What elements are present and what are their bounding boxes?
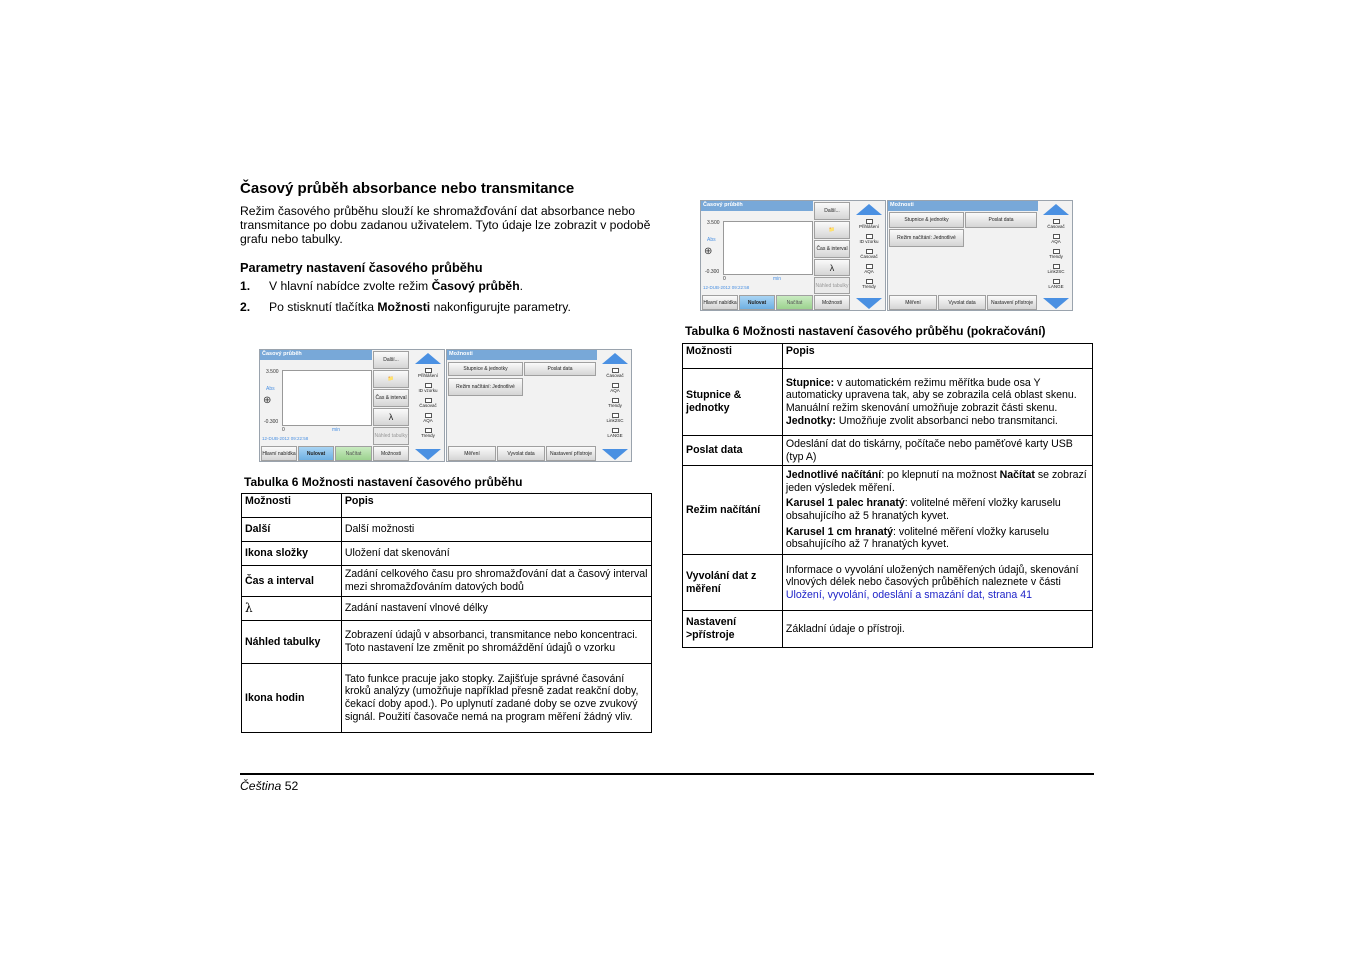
- sidebar-item-label: AQA: [423, 418, 433, 423]
- table-preview-button[interactable]: Náhled tabulky: [373, 427, 409, 445]
- option-name: Náhled tabulky: [242, 621, 342, 664]
- read-button[interactable]: Načítat: [335, 446, 372, 461]
- sidebar-item-label: Přihlášení: [417, 373, 438, 378]
- table-2-caption: Tabulka 6 Možnosti nastavení časového průběhu (pokračování): [685, 324, 1046, 338]
- sidebar-item-label: Přihlášení: [858, 224, 879, 229]
- description-text: Manuální režim skenování umožňuje zobrazit části skenu.: [785, 402, 1058, 414]
- option-name: Nastavení >přístroje: [683, 611, 783, 648]
- sidebar-item-label: Časovač: [419, 403, 437, 408]
- option-description: [782, 555, 1092, 611]
- table-header-row: [242, 494, 652, 518]
- sidebar-item-link2sc[interactable]: [1038, 264, 1073, 274]
- description-text: Umožňuje zvolit absorbanci nebo transmitanci.: [835, 414, 1058, 427]
- option-description: Zadání celkového času pro shromažďování dat a časový interval mezi shromažďováním datových bodů: [341, 566, 651, 597]
- sidebar-item-label: Link2SC: [1047, 269, 1065, 274]
- y-unit-label: Abs: [266, 386, 275, 392]
- sidebar-item-sample-id[interactable]: [851, 234, 886, 244]
- main-menu-button[interactable]: Hlavní nabídka: [261, 446, 297, 461]
- zoom-icon[interactable]: ⊕: [704, 246, 713, 257]
- column-header: Popis: [782, 344, 1092, 369]
- sidebar-item-lange[interactable]: [1038, 279, 1073, 289]
- sidebar-item-login[interactable]: [851, 219, 886, 229]
- term-bold: Jednotlivé načítání: [785, 469, 882, 482]
- sidebar-item-timer[interactable]: [851, 249, 886, 259]
- sidebar-item-login[interactable]: [410, 368, 445, 378]
- sidebar-item-label: Trendy: [608, 403, 622, 408]
- sidebar-item-aqa[interactable]: [1038, 234, 1073, 244]
- main-menu-button[interactable]: Hlavní nabídka: [702, 295, 738, 310]
- scroll-up-icon[interactable]: [856, 204, 882, 215]
- table-preview-button[interactable]: Náhled tabulky: [814, 277, 850, 294]
- instrument-setup-button[interactable]: Nastavení přístroje: [987, 295, 1037, 310]
- step-bold: Časový průběh: [431, 279, 520, 293]
- option-name: Další: [242, 518, 342, 542]
- sidebar-item-label: ID vzorku: [859, 239, 879, 244]
- screen-options-2: [887, 200, 1073, 311]
- x-min-label: 0: [723, 276, 726, 282]
- term-bold: Jednotky:: [785, 414, 836, 427]
- sidebar-item-label: LANGE: [607, 433, 623, 438]
- option-name: Poslat data: [683, 436, 783, 466]
- y-unit-label: Abs: [707, 237, 716, 243]
- zero-button[interactable]: Nulovat: [739, 295, 775, 310]
- cross-reference-link[interactable]: Uložení, vyvolání, odeslání a smazání dat, strana 41: [785, 588, 1032, 601]
- table-header-row: [683, 344, 1093, 369]
- sidebar-item-sample-id[interactable]: [410, 383, 445, 393]
- sidebar-item-timer[interactable]: [597, 368, 632, 378]
- scale-units-button[interactable]: Stupnice & jednotky: [448, 362, 523, 376]
- sidebar-item-label: AQA: [864, 269, 874, 274]
- section-title: Časový průběh absorbance nebo transmitance: [240, 180, 575, 197]
- description-text: se zobrazí jeden výsledek měření.: [785, 469, 1087, 494]
- intro-paragraph: Režim časového průběhu slouží ke shromažďování dat absorbance nebo transmitance po dobu zadanou uživatelem. Tyto údaje lze zobrazit v podobě grafu nebo tabulky.: [240, 204, 651, 246]
- option-description: Další možnosti: [341, 518, 651, 542]
- sidebar-item-trends[interactable]: [410, 428, 445, 438]
- table-row: [242, 518, 652, 542]
- term-bold: Načítat: [999, 469, 1035, 482]
- option-name: λ: [242, 597, 342, 621]
- option-description: Tato funkce pracuje jako stopky. Zajišťuje správné časování kroků analýzy (umožňuje například přesně zadat reakční doby, čekací doby apod.). Po uplynutí zadané doby se ozve zvukový signál. Použití časovače nemá na program měření žádný vliv.: [341, 664, 651, 733]
- option-description: Zobrazení údajů v absorbanci, transmitance nebo koncentraci. Toto nastavení lze změnit po shromáždění údajů o vzorku: [341, 621, 651, 664]
- scroll-down-icon[interactable]: [856, 298, 882, 309]
- time-interval-button[interactable]: Čas & interval: [373, 389, 409, 407]
- lambda-button[interactable]: λ: [373, 408, 409, 426]
- screen-options: [446, 349, 632, 462]
- step-bold: Možnosti: [377, 300, 431, 314]
- sidebar-item-label: Časovač: [860, 254, 878, 259]
- step-text: nakonfigurujte parametry.: [430, 300, 571, 314]
- step-text: V hlavní nabídce zvolte režim: [269, 279, 432, 293]
- time-interval-button[interactable]: Čas & interval: [814, 240, 850, 258]
- sidebar-item-aqa[interactable]: [597, 383, 632, 393]
- option-name: Ikona složky: [242, 542, 342, 566]
- page-number: 52: [284, 779, 299, 793]
- sidebar-item-aqa[interactable]: [851, 264, 886, 274]
- table-row: [683, 611, 1093, 648]
- description-text: : po klepnutí na možnost: [881, 469, 1000, 482]
- read-mode-button[interactable]: Režim načítání: Jednotlivé: [889, 229, 964, 247]
- description-paragraph: [786, 497, 1089, 522]
- subsection-title: Parametry nastavení časového průběhu: [240, 260, 483, 275]
- sidebar-item-timer[interactable]: [410, 398, 445, 408]
- sidebar-item-trends[interactable]: [851, 279, 886, 289]
- screen-title-bar: Možnosti: [888, 201, 1038, 211]
- folder-icon[interactable]: 📁: [373, 370, 409, 388]
- table-row: [242, 664, 652, 733]
- table-row: [242, 621, 652, 664]
- x-unit-label: min: [773, 276, 782, 282]
- sidebar-item-lange[interactable]: [597, 428, 632, 438]
- y-min-label: -0.300: [705, 269, 720, 275]
- table-1-caption: Tabulka 6 Možnosti nastavení časového průběhu: [244, 475, 523, 489]
- measure-button[interactable]: Měření: [889, 295, 937, 310]
- more-button[interactable]: Další...: [814, 202, 850, 220]
- page-footer: [240, 779, 298, 793]
- folder-icon[interactable]: 📁: [814, 221, 850, 239]
- sidebar-item-link2sc[interactable]: [597, 413, 632, 423]
- option-description: Zadání nastavení vlnové délky: [341, 597, 651, 621]
- sidebar-item-trends[interactable]: [597, 398, 632, 408]
- description-text: Informace o vyvolání uložených naměřených údajů, skenování vlnových délek nebo časových průběhích naleznete v části: [785, 563, 1079, 589]
- step-text: .: [519, 279, 524, 293]
- step-2: [240, 300, 571, 314]
- plot-area: [282, 370, 372, 426]
- x-min-label: 0: [282, 427, 285, 433]
- option-description: [782, 466, 1092, 555]
- read-mode-button[interactable]: Režim načítání: Jednotlivé: [448, 378, 523, 396]
- sidebar-item-label: Trendy: [421, 433, 435, 438]
- description-paragraph: [786, 526, 1089, 551]
- option-description: Základní údaje o přístroji.: [782, 611, 1092, 648]
- timestamp: 12-DUB-2012 09:22:58: [703, 285, 750, 290]
- sidebar-item-label: Link2SC: [606, 418, 624, 423]
- lambda-button[interactable]: λ: [814, 259, 850, 276]
- step-1: [240, 279, 523, 293]
- scroll-down-icon[interactable]: [602, 449, 628, 460]
- table-row: [683, 436, 1093, 466]
- option-name: Vyvolání dat z měření: [683, 555, 783, 611]
- sidebar-item-trends[interactable]: [1038, 249, 1073, 259]
- sidebar-item-label: Časovač: [606, 373, 624, 378]
- sidebar-item-aqa[interactable]: [410, 413, 445, 423]
- footer-language: Čeština: [240, 779, 282, 793]
- scroll-up-icon[interactable]: [602, 353, 628, 364]
- y-min-label: -0.300: [264, 419, 279, 425]
- sidebar-item-label: Trendy: [862, 284, 876, 289]
- measure-button[interactable]: Měření: [448, 446, 496, 461]
- sidebar-item-label: Časovač: [1047, 224, 1065, 229]
- column-header: Možnosti: [683, 344, 783, 369]
- instrument-setup-button[interactable]: Nastavení přístroje: [546, 446, 596, 461]
- zoom-icon[interactable]: ⊕: [263, 395, 272, 406]
- options-button[interactable]: Možnosti: [373, 446, 409, 461]
- step-number: 2.: [240, 300, 251, 314]
- description-paragraph: [786, 469, 1089, 494]
- footer-divider: [240, 773, 1094, 775]
- sidebar-item-label: AQA: [1051, 239, 1061, 244]
- options-button[interactable]: Možnosti: [814, 295, 850, 310]
- table-row: [683, 555, 1093, 611]
- send-data-button[interactable]: Poslat data: [965, 212, 1037, 228]
- x-unit-label: min: [332, 427, 341, 433]
- option-name: Režim načítání: [683, 466, 783, 555]
- step-number: 1.: [240, 279, 251, 293]
- option-description: [782, 369, 1092, 436]
- send-data-button[interactable]: Poslat data: [524, 362, 596, 376]
- step-text: Po stisknutí tlačítka: [269, 300, 378, 314]
- option-name: Ikona hodin: [242, 664, 342, 733]
- y-max-label: 3.500: [707, 220, 720, 226]
- sidebar-item-timer[interactable]: [1038, 219, 1073, 229]
- screen-title-bar: Časový průběh: [260, 350, 372, 360]
- option-name: Čas a interval: [242, 566, 342, 597]
- y-max-label: 3.500: [266, 369, 279, 375]
- screen-title-bar: Možnosti: [447, 350, 597, 360]
- description-text: : volitelné měření vložky karuselu obsahujícího až 7 hranatých kyvet.: [785, 525, 1050, 551]
- plot-area: [723, 221, 813, 275]
- recall-data-button[interactable]: Vyvolat data: [497, 446, 545, 461]
- sidebar-item-label: Trendy: [1049, 254, 1063, 259]
- term-bold: Karusel 1 cm hranatý: [785, 525, 894, 538]
- sidebar-item-label: ID vzorku: [418, 388, 438, 393]
- scroll-up-icon[interactable]: [415, 353, 441, 364]
- table-row: [683, 369, 1093, 436]
- scroll-down-icon[interactable]: [1043, 298, 1069, 309]
- sidebar-item-label: AQA: [610, 388, 620, 393]
- recall-data-button[interactable]: Vyvolat data: [938, 295, 986, 310]
- option-description: Uložení dat skenování: [341, 542, 651, 566]
- table-1: [241, 493, 652, 733]
- table-row: [242, 566, 652, 597]
- sidebar-item-label: LANGE: [1048, 284, 1064, 289]
- option-name: Stupnice & jednotky: [683, 369, 783, 436]
- screen-title-bar: Časový průběh: [701, 201, 813, 211]
- table-2: [682, 343, 1093, 648]
- more-button[interactable]: Další...: [373, 351, 409, 369]
- term-bold: Stupnice:: [785, 376, 835, 389]
- table-row: [242, 597, 652, 621]
- scale-units-button[interactable]: Stupnice & jednotky: [889, 212, 964, 228]
- screen-time-course: [259, 349, 445, 462]
- option-description: Odeslání dat do tiskárny, počítače nebo paměťové karty USB (typ A): [782, 436, 1092, 466]
- column-header: Popis: [341, 494, 651, 518]
- table-row: [242, 542, 652, 566]
- term-bold: Karusel 1 palec hranatý: [785, 497, 905, 510]
- description-text: v automatickém režimu měřítka bude osa Y automaticky upravena tak, aby se zobrazila celá oblast skenu.: [785, 376, 1077, 402]
- zero-button[interactable]: Nulovat: [298, 446, 334, 461]
- timestamp: 12-DUB-2012 09:22:58: [262, 436, 309, 441]
- scroll-up-icon[interactable]: [1043, 204, 1069, 215]
- description-text: : volitelné měření vložky karuselu obsahujícího až 5 hranatých kyvet.: [785, 497, 1061, 522]
- column-header: Možnosti: [242, 494, 342, 518]
- scroll-down-icon[interactable]: [415, 449, 441, 460]
- screen-time-course-2: [700, 200, 886, 311]
- read-button[interactable]: Načítat: [776, 295, 813, 310]
- table-row: [683, 466, 1093, 555]
